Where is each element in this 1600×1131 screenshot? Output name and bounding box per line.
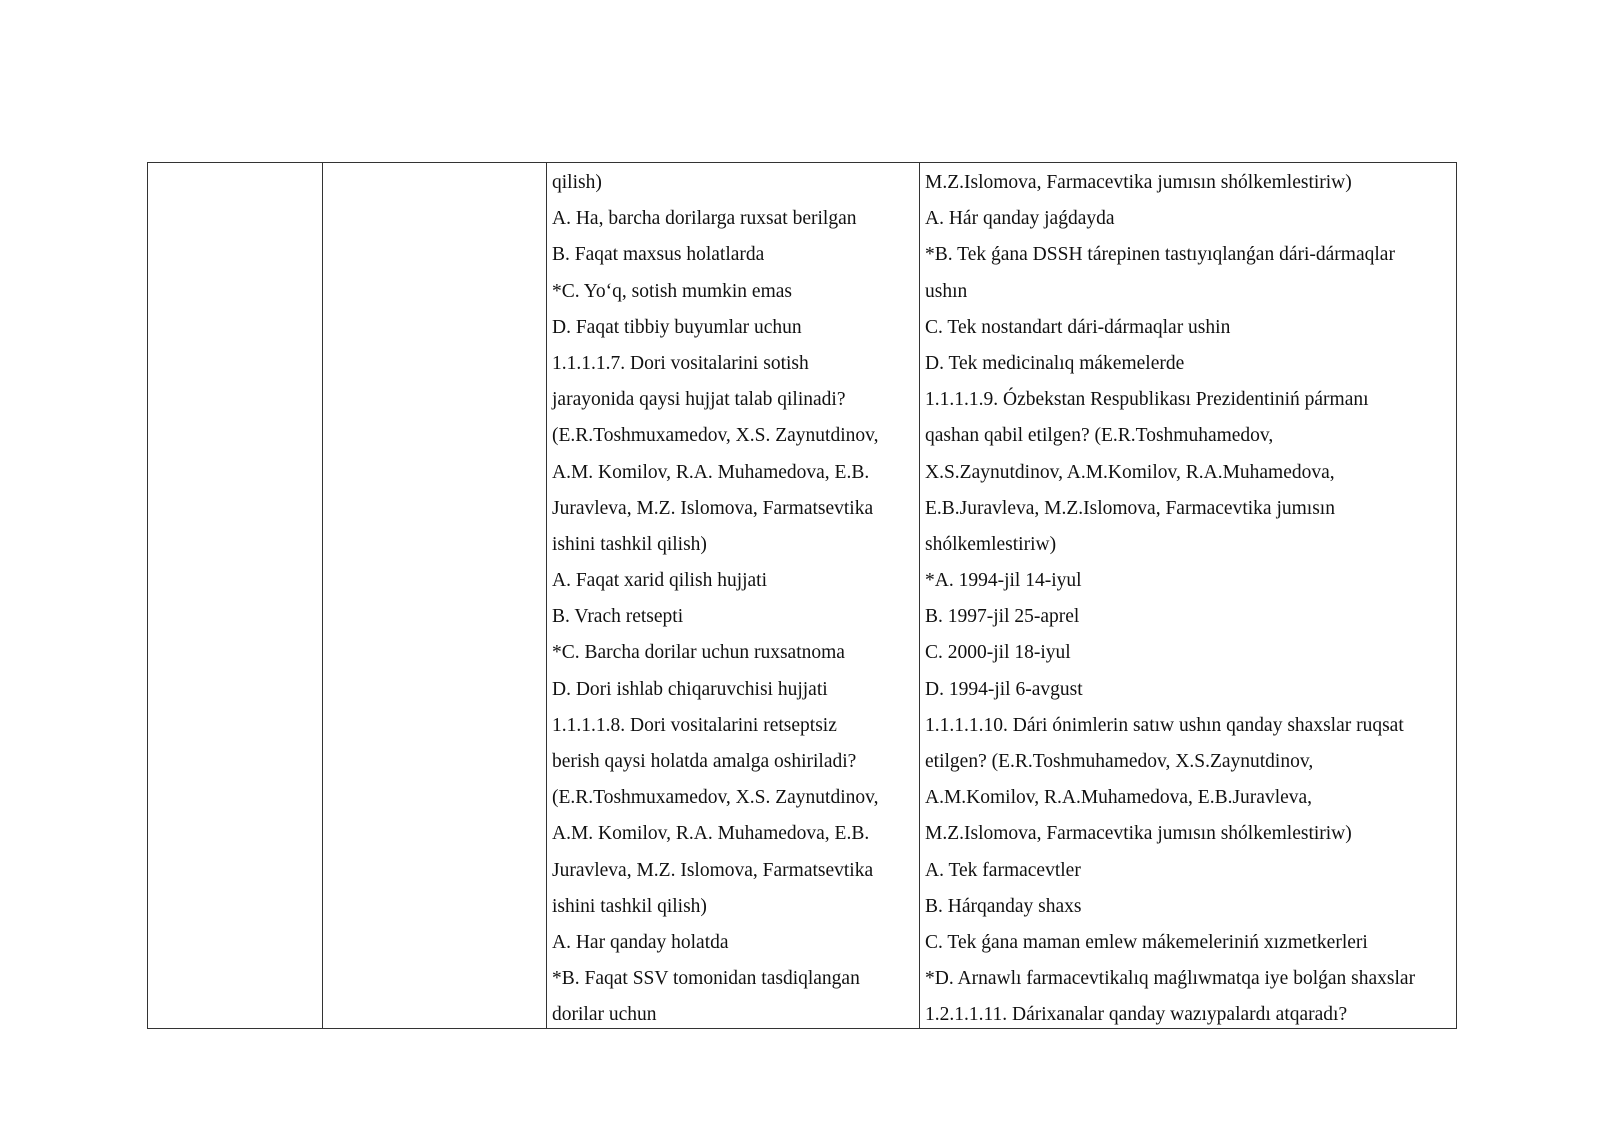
text-line: Juravleva, M.Z. Islomova, Farmatsevtika (552, 859, 874, 881)
text-line: M.Z.Islomova, Farmacevtika jumısın shólkemlestiriw) (925, 172, 1352, 193)
text-line: shólkemlestiriw) (925, 533, 1057, 555)
text-line: D. 1994-jil 6-avgust (925, 678, 1083, 700)
text-line: *B. Tek ǵana DSSH tárepinen tastıyıqlanǵan dári-dármaqlar (925, 244, 1395, 266)
text-line: B. Vrach retsepti (552, 606, 684, 628)
text-line: D. Faqat tibbiy buyumlar uchun (552, 316, 802, 338)
text-line: (E.R.Toshmuxamedov, X.S. Zaynutdinov, (552, 787, 879, 809)
text-line: E.B.Juravleva, M.Z.Islomova, Farmacevtika jumısın (925, 497, 1335, 519)
text-line: *B. Faqat SSV tomonidan tasdiqlangan (552, 968, 860, 990)
karakalpak-questions-cell (925, 165, 1415, 1034)
text-line: A. Tek farmacevtler (925, 859, 1081, 881)
text-line: *C. Barcha dorilar uchun ruxsatnoma (552, 642, 845, 664)
text-line: X.S.Zaynutdinov, A.M.Komilov, R.A.Muhamedova, (925, 461, 1335, 483)
text-line: jarayonida qaysi hujjat talab qilinadi? (552, 389, 846, 411)
column-divider (919, 163, 920, 1028)
text-line: *D. Arnawlı farmacevtikalıq maǵlıwmatqa iye bolǵan shaxslar (925, 968, 1416, 990)
document-table (147, 162, 1457, 1029)
text-line: A.M. Komilov, R.A. Muhamedova, E.B. (552, 461, 870, 483)
text-line: C. Tek nostandart dári-dármaqlar ushin (925, 316, 1231, 338)
text-line: dorilar uchun (552, 1004, 657, 1026)
column-divider (322, 163, 323, 1028)
text-line: C. 2000-jil 18-iyul (925, 642, 1071, 664)
text-line: 1.2.1.1.11. Dárixanalar qanday wazıypalardı atqaradı? (925, 1004, 1348, 1026)
text-line: 1.1.1.1.9. Ózbekstan Respublikası Prezidentiniń pármanı (925, 389, 1369, 411)
text-line: 1.1.1.1.7. Dori vositalarini sotish (552, 352, 809, 374)
text-line: B. Faqat maxsus holatlarda (552, 244, 765, 266)
text-line: B. 1997-jil 25-aprel (925, 606, 1080, 628)
text-line: etilgen? (E.R.Toshmuhamedov, X.S.Zaynutdinov, (925, 751, 1314, 772)
text-line: Juravleva, M.Z. Islomova, Farmatsevtika (552, 497, 874, 519)
uzbek-questions-cell (552, 165, 879, 1034)
text-line: A. Faqat xarid qilish hujjati (552, 570, 768, 592)
text-line: *C. Yo‘q, sotish mumkin emas (552, 280, 792, 302)
text-line: qilish) (552, 172, 602, 193)
text-line: berish qaysi holatda amalga oshiriladi? (552, 751, 857, 772)
text-line: 1.1.1.1.10. Dári ónimlerin satıw ushın qanday shaxslar ruqsat (925, 714, 1404, 736)
text-line: ishini tashkil qilish) (552, 533, 707, 555)
text-line: ishini tashkil qilish) (552, 895, 707, 917)
text-line: A. Hár qanday jaǵdayda (925, 208, 1115, 230)
text-line: ushın (925, 280, 968, 302)
text-line: qashan qabil etilgen? (E.R.Toshmuhamedov, (925, 425, 1274, 447)
text-line: A. Har qanday holatda (552, 931, 729, 953)
column-divider (546, 163, 547, 1028)
text-line: D. Tek medicinalıq mákemelerde (925, 352, 1185, 374)
text-line: 1.1.1.1.8. Dori vositalarini retseptsiz (552, 714, 837, 736)
text-line: A. Ha, barcha dorilarga ruxsat berilgan (552, 208, 857, 230)
text-line: B. Hárqanday shaxs (925, 895, 1082, 917)
text-line: D. Dori ishlab chiqaruvchisi hujjati (552, 678, 828, 700)
text-line: *A. 1994-jil 14-iyul (925, 570, 1082, 592)
text-line: M.Z.Islomova, Farmacevtika jumısın shólkemlestiriw) (925, 823, 1352, 845)
text-line: C. Tek ǵana maman emlew mákemeleriniń xızmetkerleri (925, 931, 1368, 953)
text-line: A.M. Komilov, R.A. Muhamedova, E.B. (552, 823, 870, 845)
text-line: A.M.Komilov, R.A.Muhamedova, E.B.Juravleva, (925, 787, 1313, 809)
text-line: (E.R.Toshmuxamedov, X.S. Zaynutdinov, (552, 425, 879, 447)
